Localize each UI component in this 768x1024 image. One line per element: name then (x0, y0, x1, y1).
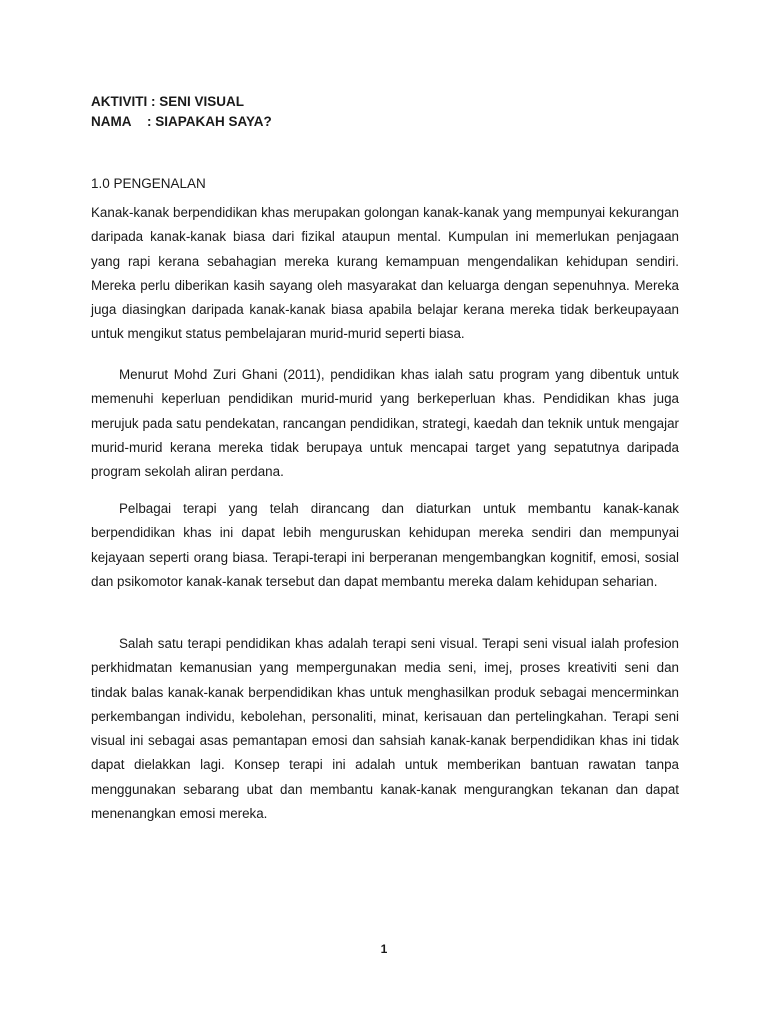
paragraph-visual-art-therapy: Salah satu terapi pendidikan khas adalah terapi seni visual. Terapi seni visual ialah profesion perkhidmatan kemanusian yang mempergunakan media seni, imej, proses kreativiti seni dan tindak balas kanak-kanak berpendidikan khas untuk menghasilkan produk sebagai mencerminkan perkembangan individu, kebolehan, personaliti, minat, kerisauan dan pertelingkahan. Terapi seni visual ini sebagai asas pemantapan emosi dan sahsiah kanak-kanak berpendidikan khas ini tidak dapat dielakkan lagi. Konsep terapi ini adalah untuk memberikan bantuan rawatan tanpa menggunakan sebarang ubat dan membantu kanak-kanak mengurangkan tekanan dan dapat menenangkan emosi mereka. (91, 636, 679, 822)
paragraph-introduction: Kanak-kanak berpendidikan khas merupakan golongan kanak-kanak yang mempunyai kekurangan daripada kanak-kanak biasa dari fizikal ataupun mental. Kumpulan ini memerlukan penjagaan yang rapi kerana sebahagian mereka kurang kemampuan mengendalikan kehidupan sendiri. Mereka perlu diberikan kasih sayang oleh masyarakat dan keluarga dengan sepenuhnya. Mereka juga diasingkan daripada kanak-kanak biasa apabila belajar kerana mereka tidak berkeupayaan untuk mengikut status pembelajaran murid-murid seperti biasa. (91, 205, 679, 342)
paragraph-definition: Menurut Mohd Zuri Ghani (2011), pendidikan khas ialah satu program yang dibentuk untuk memenuhi keperluan pendidikan murid-murid yang berkeperluan khas. Pendidikan khas juga merujuk pada satu pendekatan, rancangan pendidikan, strategi, kaedah dan teknik untuk mengajar murid-murid kerana mereka tidak berupaya untuk mencapai target yang sepatutnya daripada program sekolah aliran perdana. (91, 367, 679, 480)
document-header (91, 92, 491, 132)
name-label: NAMA (91, 114, 132, 129)
section-heading: 1.0 PENGENALAN (91, 176, 206, 191)
page-number: 1 (380, 942, 388, 956)
paragraph-therapies: Pelbagai terapi yang telah dirancang dan diaturkan untuk membantu kanak-kanak berpendidikan khas ini dapat lebih menguruskan kehidupan mereka sendiri dan mempunyai kejayaan seperti orang biasa. Terapi-terapi ini berperanan mengembangkan kognitif, emosi, sosial dan psikomotor kanak-kanak tersebut dan dapat membantu mereka dalam kehidupan seharian. (91, 501, 679, 589)
name-line (91, 112, 491, 132)
name-value: : SIAPAKAH SAYA? (147, 114, 272, 129)
activity-line: AKTIVITI : SENI VISUAL (91, 94, 245, 109)
